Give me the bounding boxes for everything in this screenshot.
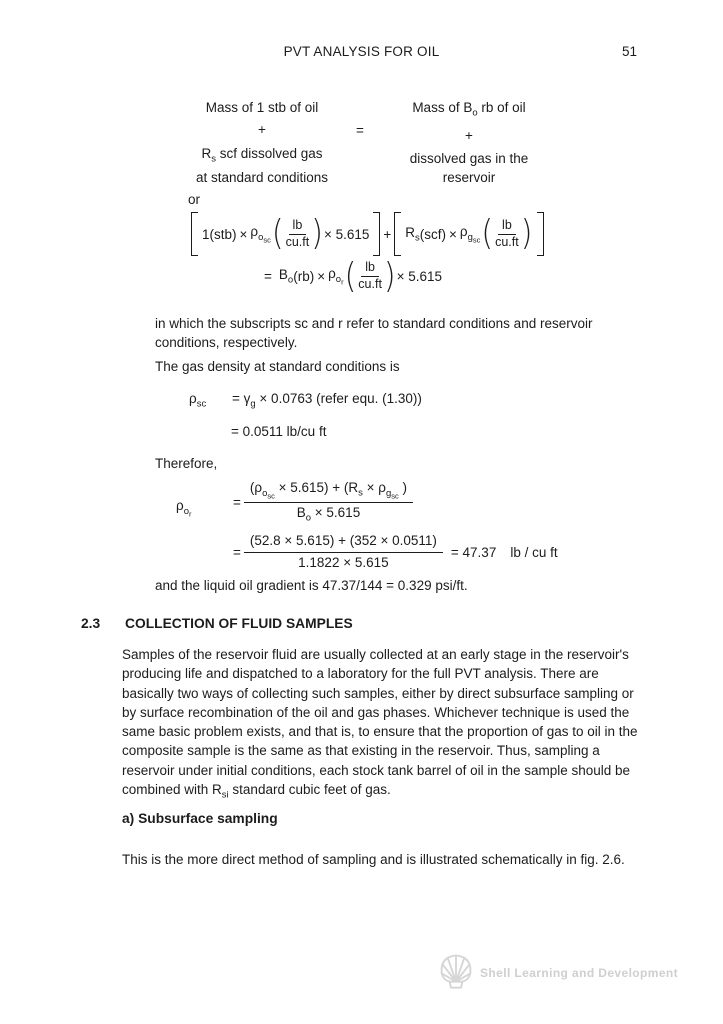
sub-o: o bbox=[258, 231, 264, 243]
paragraph-line-rsi bbox=[122, 780, 638, 805]
paragraph-subscripts-note bbox=[155, 314, 592, 353]
section-title: COLLECTION OF FLUID SAMPLES bbox=[125, 616, 353, 631]
equals-sign: = bbox=[264, 268, 272, 284]
eq1-term-stb: 1(stb) bbox=[202, 226, 237, 242]
paragraph-fluid-samples bbox=[122, 645, 638, 805]
fraction-numerator: (52.8 × 5.615) + (352 × 0.0511) bbox=[244, 533, 443, 553]
sub-si: si bbox=[221, 789, 229, 801]
sub-r: r bbox=[188, 509, 192, 518]
equals-sign: = bbox=[233, 544, 241, 560]
sub-o: o bbox=[183, 505, 189, 517]
eq2-line2: = 0.0511 lb/cu ft bbox=[231, 423, 327, 439]
fraction-numerator: lb bbox=[361, 261, 379, 277]
rho-oil-sc-symbol bbox=[250, 224, 270, 244]
fraction-numerator bbox=[244, 480, 413, 503]
shell-pecten-logo bbox=[437, 951, 475, 991]
or-label: or bbox=[188, 192, 201, 207]
balance-left-line3-text: scf dissolved gas bbox=[215, 145, 323, 161]
close-paren: ) bbox=[311, 213, 323, 254]
sub-sc: sc bbox=[263, 235, 271, 244]
section-number: 2.3 bbox=[81, 616, 101, 631]
footer-brand-text: Shell Learning and Development bbox=[480, 966, 679, 980]
sub-sc: sc bbox=[196, 398, 207, 410]
symbolic-fraction bbox=[244, 480, 413, 525]
fraction-numerator: lb bbox=[498, 219, 516, 235]
fraction-denominator: cu.ft bbox=[285, 234, 310, 249]
subsection-heading: a) Subsurface sampling bbox=[122, 811, 278, 826]
rho-gas-sc-subscripts bbox=[468, 232, 481, 243]
sub-sc: sc bbox=[267, 491, 275, 500]
rho-gas-sc-symbol bbox=[460, 224, 480, 244]
eq1-term-rb: (rb) bbox=[293, 268, 315, 284]
paragraph-line: by surface recombination of the oil and gas phases. Whichever technique is used the bbox=[122, 704, 630, 720]
eq3-unit: lb / cu ft bbox=[510, 544, 558, 560]
rho-oil-sc-subscripts bbox=[258, 232, 271, 243]
eq1-line1 bbox=[191, 212, 544, 256]
page-number: 51 bbox=[622, 44, 638, 59]
gamma-glyph: γ bbox=[243, 391, 251, 406]
left-bracket bbox=[191, 212, 198, 256]
fraction-denominator: cu.ft bbox=[358, 276, 382, 291]
eq1-term-5615: × 5.615 bbox=[323, 226, 370, 242]
eq1-line2 bbox=[261, 255, 443, 297]
b-glyph: B bbox=[296, 505, 306, 521]
rs-symbol bbox=[405, 225, 420, 244]
shell-logo-graphic bbox=[437, 951, 475, 991]
bo-symbol bbox=[279, 267, 293, 286]
sub-o: o bbox=[287, 274, 294, 286]
rho-glyph: ρ bbox=[459, 224, 468, 239]
equals-sign: = bbox=[233, 494, 241, 510]
paragraph-line: producing life and dispatched to a laboratory for the full PVT analysis. There are bbox=[122, 666, 599, 682]
eq1-term-scf: (scf) bbox=[419, 226, 447, 242]
sub-g: g bbox=[467, 231, 473, 243]
eq2-rest: × 0.0763 (refer equ. (1.30)) bbox=[259, 391, 422, 406]
line-pre: combined with R bbox=[122, 782, 222, 798]
mass-balance-block bbox=[150, 92, 550, 186]
balance-right-line1-pre: Mass of B bbox=[412, 100, 473, 115]
num-mid: × 5.615) + (R bbox=[274, 480, 359, 495]
den-rest: × 5.615 bbox=[311, 505, 361, 521]
paragraph-line: composite sample is the same as that existing in the reservoir. Thus, sampling a bbox=[122, 743, 600, 759]
rs-subscript: s bbox=[211, 153, 216, 165]
sub-o: o bbox=[335, 273, 342, 285]
left-bracket bbox=[394, 212, 401, 256]
paragraph-oil-gradient: and the liquid oil gradient is 47.37/144 = 0.329 psi/ft. bbox=[155, 578, 468, 593]
fraction-denominator: cu.ft bbox=[495, 234, 519, 249]
sub-o: o bbox=[262, 487, 268, 499]
multiply-sign: × bbox=[239, 226, 248, 242]
fraction-numerator: lb bbox=[289, 219, 307, 235]
balance-right-line3: dissolved gas in the bbox=[409, 151, 529, 167]
rho-glyph: ρ bbox=[328, 266, 336, 282]
balance-left-line3 bbox=[150, 144, 374, 169]
r-glyph: R bbox=[405, 224, 416, 240]
right-bracket bbox=[537, 212, 544, 256]
b-glyph: B bbox=[278, 267, 288, 282]
eq3-result: = 47.37 bbox=[450, 544, 497, 560]
balance-right-line1-post: rb of oil bbox=[477, 100, 526, 115]
balance-right-plus: + bbox=[465, 127, 473, 143]
num-mid2: × ρ bbox=[362, 480, 386, 495]
balance-right-column bbox=[394, 92, 544, 188]
balance-left-line1: Mass of 1 stb of oil bbox=[205, 100, 319, 115]
lb-per-cuft-fraction bbox=[286, 219, 310, 250]
rho-glyph: ρ bbox=[250, 224, 259, 239]
rho-oil-r-subscripts bbox=[336, 274, 344, 285]
eq3-line2 bbox=[230, 533, 558, 572]
paragraph-subsurface: This is the more direct method of sampling and is illustrated schematically in fig. 2.6. bbox=[122, 852, 625, 867]
sub-s: s bbox=[358, 487, 363, 499]
sub-s: s bbox=[415, 232, 420, 244]
rho-glyph: ρ bbox=[176, 498, 184, 513]
equation-gas-density bbox=[189, 391, 422, 439]
balance-equals-sign: = bbox=[356, 123, 364, 138]
gamma-g-symbol bbox=[243, 391, 256, 410]
eq1-term-5615: × 5.615 bbox=[396, 268, 443, 284]
eq3-line1 bbox=[230, 480, 413, 525]
numeric-fraction bbox=[244, 533, 443, 572]
section-heading bbox=[81, 616, 353, 631]
multiply-sign: × bbox=[317, 268, 326, 284]
equation-mass-balance bbox=[155, 212, 625, 297]
sub-g: g bbox=[386, 487, 392, 499]
balance-left-plus: + bbox=[258, 122, 266, 138]
equation-oil-density bbox=[176, 480, 723, 572]
lb-per-cuft-fraction bbox=[358, 261, 382, 292]
open-paren: ( bbox=[344, 255, 357, 297]
rho-glyph: ρ bbox=[189, 391, 197, 406]
num-close: ) bbox=[398, 480, 408, 495]
bo-subscript: o bbox=[472, 107, 478, 119]
eq2-line1 bbox=[189, 391, 422, 410]
fraction-denominator: 1.1822 × 5.615 bbox=[298, 554, 389, 570]
page-header-title: PVT ANALYSIS FOR OIL bbox=[283, 44, 440, 59]
open-paren: ( bbox=[271, 213, 284, 254]
paragraph-gas-density: The gas density at standard conditions is bbox=[155, 359, 400, 374]
paragraph-therefore: Therefore, bbox=[155, 456, 218, 471]
sub-sc: sc bbox=[391, 491, 399, 500]
paragraph-line: same basic problem exists, and that is, to ensure that the proportion of gas to oil in the bbox=[122, 724, 638, 740]
paragraph-line: conditions, respectively. bbox=[155, 335, 298, 351]
close-paren: ) bbox=[520, 213, 533, 254]
rho-oil-r-lhs bbox=[176, 498, 191, 518]
balance-left-column bbox=[150, 92, 374, 188]
paragraph-line: reservoir under initial conditions, each stock tank barrel of oil in the sample should be bbox=[122, 762, 631, 778]
equals-sign: = bbox=[231, 391, 240, 406]
multiply-sign: × bbox=[449, 226, 457, 242]
num-subscripts bbox=[262, 488, 275, 499]
sub-sc: sc bbox=[472, 235, 481, 244]
rho-sc-symbol bbox=[189, 391, 207, 410]
num-subscripts2 bbox=[386, 488, 399, 499]
line-post: standard cubic feet of gas. bbox=[228, 782, 391, 798]
right-bracket bbox=[373, 212, 380, 256]
balance-left-line4: at standard conditions bbox=[195, 170, 329, 186]
paragraph-line: basically two ways of collecting such samples, either by direct subsurface sampling or bbox=[122, 685, 634, 701]
rho-oil-r-symbol bbox=[328, 266, 343, 286]
balance-right-line4: reservoir bbox=[442, 170, 496, 186]
sub-o: o bbox=[305, 512, 312, 524]
balance-right-line1 bbox=[394, 98, 544, 123]
lhs-subscripts bbox=[184, 506, 192, 517]
fraction-denominator bbox=[297, 503, 360, 524]
lb-per-cuft-fraction bbox=[495, 219, 519, 250]
paragraph-line: Samples of the reservoir fluid are usually collected at an early stage in the reservoir's bbox=[122, 647, 629, 662]
rs-symbol: R bbox=[201, 145, 212, 161]
sub-g: g bbox=[250, 398, 256, 410]
plus-sign: + bbox=[383, 226, 392, 242]
paragraph-line: in which the subscripts sc and r refer to standard conditions and reservoir bbox=[155, 316, 593, 331]
num-open: (ρ bbox=[249, 480, 263, 495]
sub-r: r bbox=[341, 277, 344, 287]
close-paren: ) bbox=[383, 255, 396, 297]
open-paren: ( bbox=[481, 213, 494, 254]
